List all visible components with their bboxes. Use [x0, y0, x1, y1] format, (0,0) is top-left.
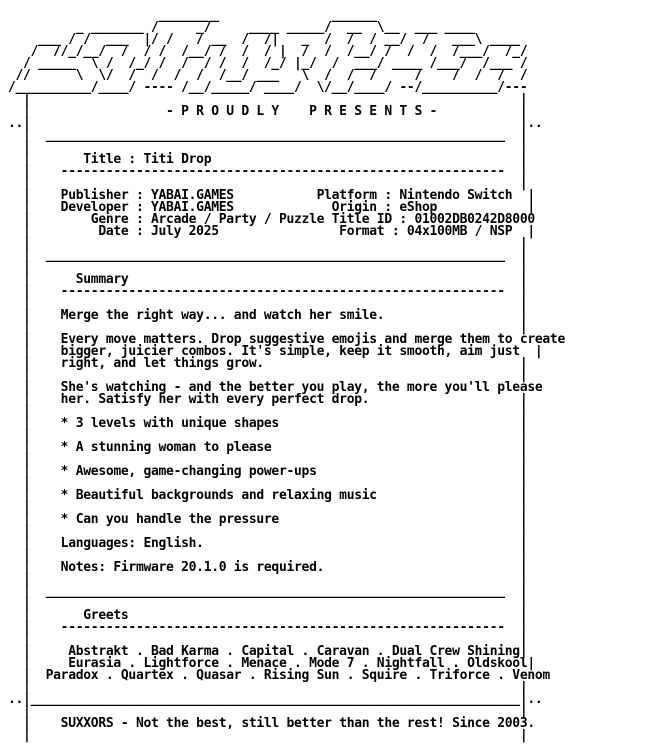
nfo-line: | bigger, juicier combos. It's simple, keep it smooth, aim just | — [8, 344, 558, 359]
nfo-line: | | — [8, 236, 543, 251]
nfo-line: | | — [8, 680, 543, 695]
nfo-line: | Merge the right way... and watch her smile. | — [8, 308, 543, 323]
nfo-line: | | — [8, 296, 543, 311]
nfo-line: | * Can you handle the pressure | — [8, 512, 543, 527]
nfo-line: | Every move matters. Drop suggestive emojis and merge them to create — [8, 332, 565, 347]
nfo-line: _ _______ / _/ ____ _____/ __ \__ ___ ____ — [8, 20, 543, 35]
nfo-line: | | — [8, 176, 543, 191]
nfo-line: /__________/____/ ---- /__/_____/ ____/ \/__/____/ --/__________/--- — [8, 80, 543, 95]
nfo-line: // \ \/ / / / / /__/ ___ \ / / / / / / / / — [8, 68, 543, 83]
nfo-line: | Greets | — [8, 608, 543, 623]
nfo-line: | | — [8, 596, 543, 611]
nfo-line: | ----------------------------------------------------------- | — [8, 620, 543, 635]
nfo-line: | ----------------------------------------------------------- | — [8, 164, 543, 179]
nfo-line: | | — [8, 92, 543, 107]
nfo-line: | | — [8, 428, 543, 443]
nfo-line: | Genre : Arcade / Party / Puzzle Title ID : 01002DB0242D8000 — [8, 212, 535, 227]
nfo-line: ..|_________________________________________________________________|.. — [8, 692, 543, 707]
nfo-line: | Title : Titi Drop | — [8, 152, 543, 167]
nfo-line: | * Awesome, game-changing power-ups | — [8, 464, 543, 479]
nfo-line: ________ ______ — [8, 8, 535, 23]
nfo-line: | right, and let things grow. | — [8, 356, 543, 371]
nfo-line: | | — [8, 140, 543, 155]
nfo-line: | | — [8, 452, 543, 467]
nfo-line: / _____ \ / /_/ / / / / / /_/ |_/ / ___/ ____ /___/ /___ / — [8, 56, 543, 71]
nfo-line: | | — [8, 548, 543, 563]
nfo-line: | Notes: Firmware 20.1.0 is required. | — [8, 560, 543, 575]
nfo-line: | * A stunning woman to please | — [8, 440, 543, 455]
nfo-line: | Eurasia . Lightforce . Menace . Mode 7 . Nightfall . Oldskool| — [8, 656, 550, 671]
nfo-line: | * Beautiful backgrounds and relaxing music | — [8, 488, 543, 503]
nfo-line: | Languages: English. | — [8, 536, 543, 551]
nfo-line: | Summary | — [8, 272, 543, 287]
nfo-line: ___ / / ___ |/ / / __ / /| _ / / / __/ / ___\ ____ — [8, 32, 535, 47]
nfo-line: | Date : July 2025 Format : 04x100MB / NSP | — [8, 224, 550, 239]
nfo-line: | | — [8, 500, 543, 515]
nfo-line: | ----------------------------------------------------------- | — [8, 284, 543, 299]
nfo-line: | Abstrakt . Bad Karma . Capital . Caravan . Dual Crew Shining| — [8, 644, 543, 659]
nfo-line: | | — [8, 632, 543, 647]
nfo-line: | Paradox . Quartex . Quasar . Rising Sun . Squire . Triforce . Venom — [8, 668, 550, 683]
nfo-line: | Developer : YABAI.GAMES Origin : eShop | — [8, 200, 550, 215]
nfo-line: | | — [8, 476, 543, 491]
nfo-line: | | — [8, 320, 543, 335]
nfo-line: | SUXXORS - Not the best, still better than the rest! Since 2003. — [8, 716, 550, 731]
nfo-line: | _____________________________________________________________ | — [8, 584, 543, 599]
nfo-line: | - P R O U D L Y P R E S E N T S - | — [8, 104, 543, 119]
nfo-line: | | — [8, 572, 543, 587]
nfo-line: | her. Satisfy her with every perfect drop. | — [8, 392, 543, 407]
nfo-line: | _____________________________________________________________ | — [8, 128, 543, 143]
nfo-line: | | — [8, 368, 543, 383]
nfo-line: ..| |.. — [8, 116, 543, 131]
nfo-line: | | — [8, 404, 543, 419]
nfo-line: | | — [8, 524, 543, 539]
nfo-line: | Publisher : YABAI.GAMES Platform : Nintendo Switch | — [8, 188, 550, 203]
nfo-line: / //_/__/ / / / /__/ / / / | / / /__/ / / / /___/ /_/ — [8, 44, 543, 59]
nfo-line: | * 3 levels with unique shapes | — [8, 416, 543, 431]
nfo-line: | | — [8, 704, 543, 719]
nfo-line: | She's watching - and the better you play, the more you'll please — [8, 380, 543, 395]
nfo-line: | | — [8, 728, 543, 743]
nfo-line: | | — [8, 260, 543, 275]
nfo-line: | _____________________________________________________________ | — [8, 248, 543, 263]
